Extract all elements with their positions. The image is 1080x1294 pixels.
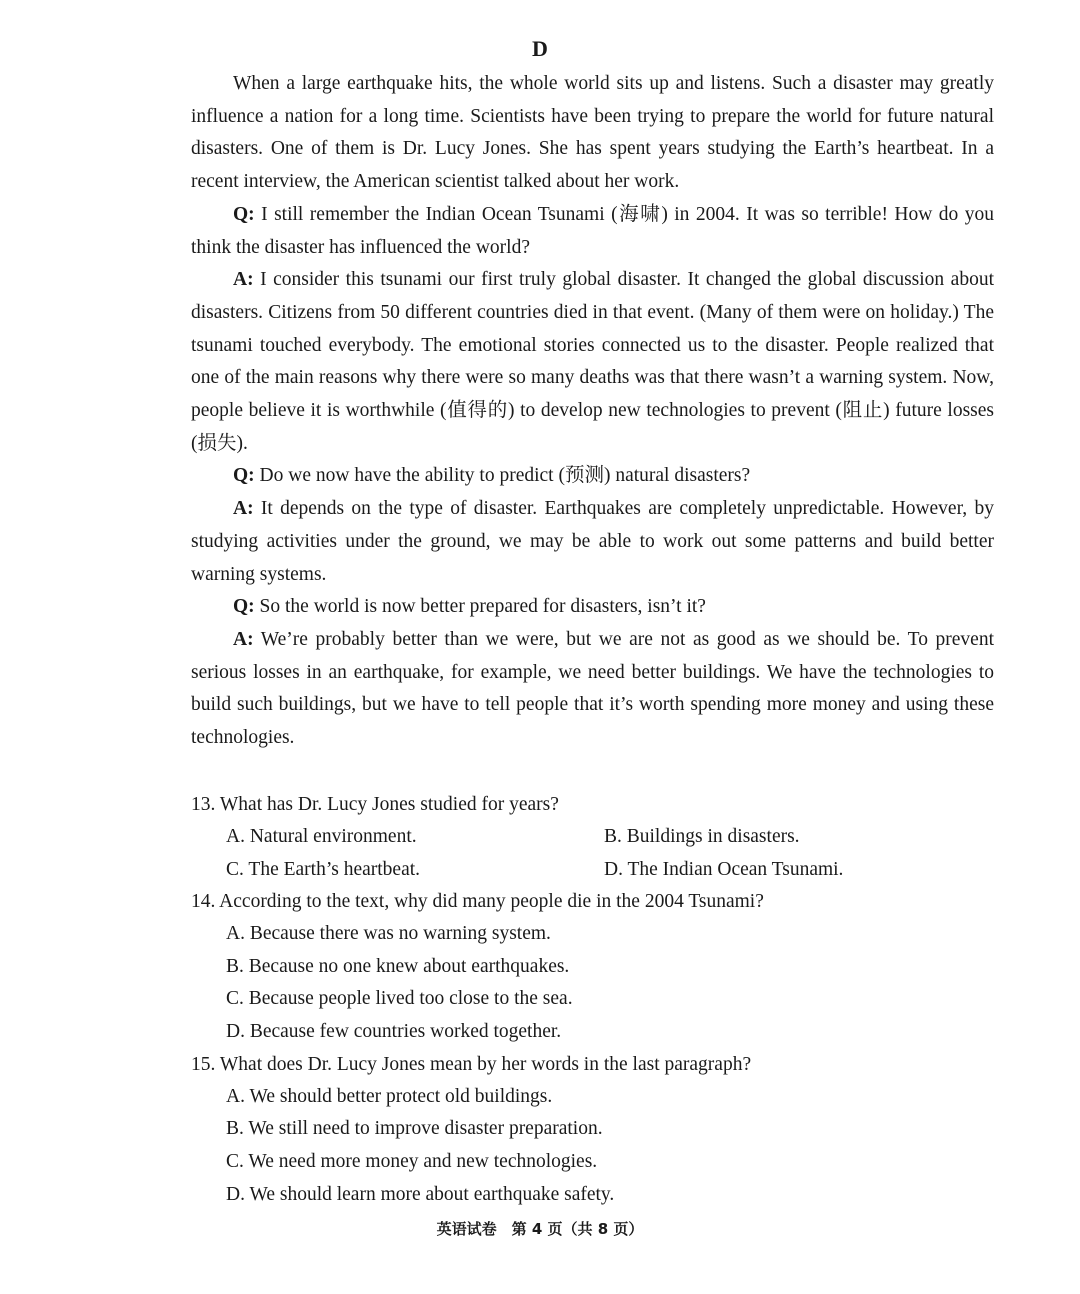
option-a: A. Because there was no warning system.: [226, 923, 551, 944]
role-label: Q:: [233, 596, 255, 618]
page-footer: 英语试卷 第 4 页（共 8 页）: [436, 1220, 644, 1238]
role-label: Q:: [233, 465, 255, 487]
role-label: A:: [233, 628, 254, 650]
role-label: Q:: [233, 203, 255, 225]
option-d: D. The Indian Ocean Tsunami.: [604, 858, 844, 880]
option-c: C. The Earth’s heartbeat.: [226, 858, 421, 880]
question-stem: 14. According to the text, why did many people die in the 2004 Tsunami?: [191, 891, 764, 912]
option-a: A. We should better protect old buildings.: [226, 1085, 553, 1107]
reading-passage: [191, 68, 994, 755]
option-c: C. Because people lived too close to the sea.: [226, 988, 573, 1010]
option-b: B. Because no one knew about earthquakes.: [226, 955, 570, 977]
option-d: D. We should learn more about earthquake safety.: [226, 1183, 615, 1205]
passage-intro: When a large earthquake hits, the whole world sits up and listens. Such a disaster may greatly influence a nation for a long time. Scientists have been trying to prepare the world for future natural disasters. One of them is Dr. Lucy Jones. She has spent years studying the Earth’s heartbeat. In a recent interview, the American scientist talked about her work.: [191, 73, 994, 193]
question-stem: 15. What does Dr. Lucy Jones mean by her words in the last paragraph?: [191, 1053, 752, 1075]
question-15: [191, 1049, 994, 1212]
dialogue-text: I consider this tsunami our first truly global disaster. It changed the global discussion about disasters. Citizens from 50 different countries died in that event. (Many of them were on holiday.) The tsunami touched everybody. The emotional stories connected us to the disaster. People realized that one of the main reasons why there were so many deaths was that there wasn’t a warning system. Now, people believe it is worthwhile (值得的) to develop new technologies to prevent (阻止) future losses (损失).: [191, 269, 994, 454]
dialogue-text: I still remember the Indian Ocean Tsunami (海啸) in 2004. It was so terrible! How do you think the disaster has influenced the world?: [191, 203, 994, 258]
dialogue-text: We’re probably better than we were, but we are not as good as we should be. To prevent serious losses in an earthquake, for example, we need better buildings. We have the technologies to build such buildings, but we have to tell people that it’s worth spending more money and using these technologies.: [191, 628, 994, 749]
dialogue-answer: [191, 264, 994, 460]
option-b: B. Buildings in disasters.: [604, 826, 800, 847]
dialogue-answer: [191, 624, 994, 755]
section-heading: D: [532, 36, 548, 61]
dialogue-question: [191, 199, 994, 264]
dialogue-text: So the world is now better prepared for disasters, isn’t it?: [254, 596, 706, 618]
dialogue-text: It depends on the type of disaster. Earthquakes are completely unpredictable. However, by studying activities under the ground, we may be able to work out some patterns and build better warning systems.: [191, 498, 994, 585]
dialogue-text: Do we now have the ability to predict (预测) natural disasters?: [254, 465, 751, 487]
dialogue-question: [191, 460, 994, 493]
question-14: [191, 886, 994, 1049]
question-list: [191, 789, 994, 1212]
option-a: A. Natural environment.: [226, 826, 417, 847]
dialogue-question: [191, 591, 994, 624]
question-13: [191, 789, 994, 886]
dialogue-answer: [191, 493, 994, 591]
option-d: D. Because few countries worked together.: [226, 1021, 562, 1043]
option-b: B. We still need to improve disaster preparation.: [226, 1118, 603, 1140]
role-label: A:: [233, 498, 254, 520]
option-row: [191, 821, 994, 854]
question-stem: 13. What has Dr. Lucy Jones studied for years?: [191, 794, 559, 815]
role-label: A:: [233, 269, 254, 291]
option-row: [191, 854, 994, 887]
option-c: C. We need more money and new technologies.: [226, 1151, 598, 1173]
